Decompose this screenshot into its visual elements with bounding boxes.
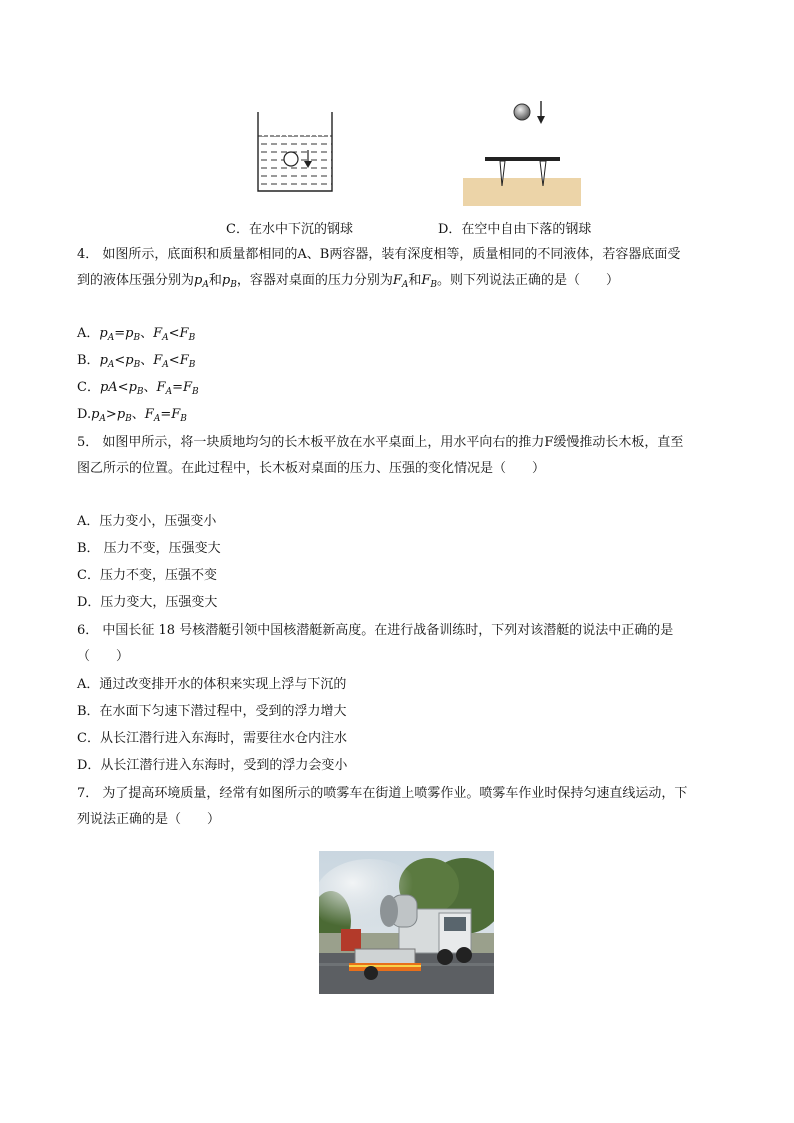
- q5-option-c: C．压力不变，压强不变: [77, 568, 217, 583]
- q4-line1: 4． 如图所示，底面积和质量都相同的A、B两容器，装有深度相等，质量相同的不同液体，若容器底面受: [77, 247, 681, 262]
- steel-ball: [514, 104, 530, 120]
- q6-option-b: B．在水面下匀速下潜过程中，受到的浮力增大: [77, 704, 347, 719]
- q4-line2: 到的液体压强分别为$p_A$和$p_B$，容器对桌面的压力分别为$F_A$和$F_B$。则下列说法正确的是（ ）: [77, 273, 620, 290]
- q6-option-a: A．通过改变排开水的体积来实现上浮与下沉的: [77, 677, 347, 692]
- q5-option-d: D．压力变大，压强变大: [77, 595, 218, 610]
- q6-line2: （ ）: [77, 649, 130, 664]
- figure-d-caption: D．在空中自由下落的钢球: [438, 222, 592, 237]
- steel-ball: [284, 152, 298, 166]
- figure-c-caption: C．在水中下沉的钢球: [226, 222, 353, 237]
- q7-line1: 7． 为了提高环境质量，经常有如图所示的喷雾车在街道上喷雾作业。喷雾车作业时保持匀速直线运动，下: [77, 786, 688, 801]
- q4-option-a: A．$p_A=p_B$、$F_A<F_B$: [77, 326, 196, 343]
- q4-option-c: C．$pA<p_B$、$F_A=F_B$: [77, 380, 199, 397]
- beaker-figure: [250, 108, 340, 198]
- q6-option-c: C．从长江潜行进入东海时，需要往水仓内注水: [77, 731, 347, 746]
- q5-line2: 图乙所示的位置。在此过程中，长木板对桌面的压力、压强的变化情况是（ ）: [77, 461, 546, 476]
- spray-truck-photo: [319, 851, 494, 994]
- q5-option-a: A．压力变小，压强变小: [77, 514, 217, 529]
- q5-option-b: B． 压力不变，压强变大: [77, 541, 221, 556]
- q7-line2: 列说法正确的是（ ）: [77, 812, 221, 827]
- falling-ball-figure: [460, 98, 585, 210]
- q6-option-d: D．从长江潜行进入东海时，受到的浮力会变小: [77, 758, 348, 773]
- q4-option-b: B．$p_A<p_B$、$F_A<F_B$: [77, 353, 196, 370]
- q6-line1: 6． 中国长征 18 号核潜艇引领中国核潜艇新高度。在进行战备训练时，下列对该潜艇的说法中正确的是: [77, 623, 674, 638]
- q5-line1: 5． 如图甲所示，将一块质地均匀的长木板平放在水平桌面上，用水平向右的推力F缓慢推动长木板，直至: [77, 435, 684, 450]
- q4-option-d: $D.p_A>p_B$、$F_A=F_B$: [77, 407, 187, 424]
